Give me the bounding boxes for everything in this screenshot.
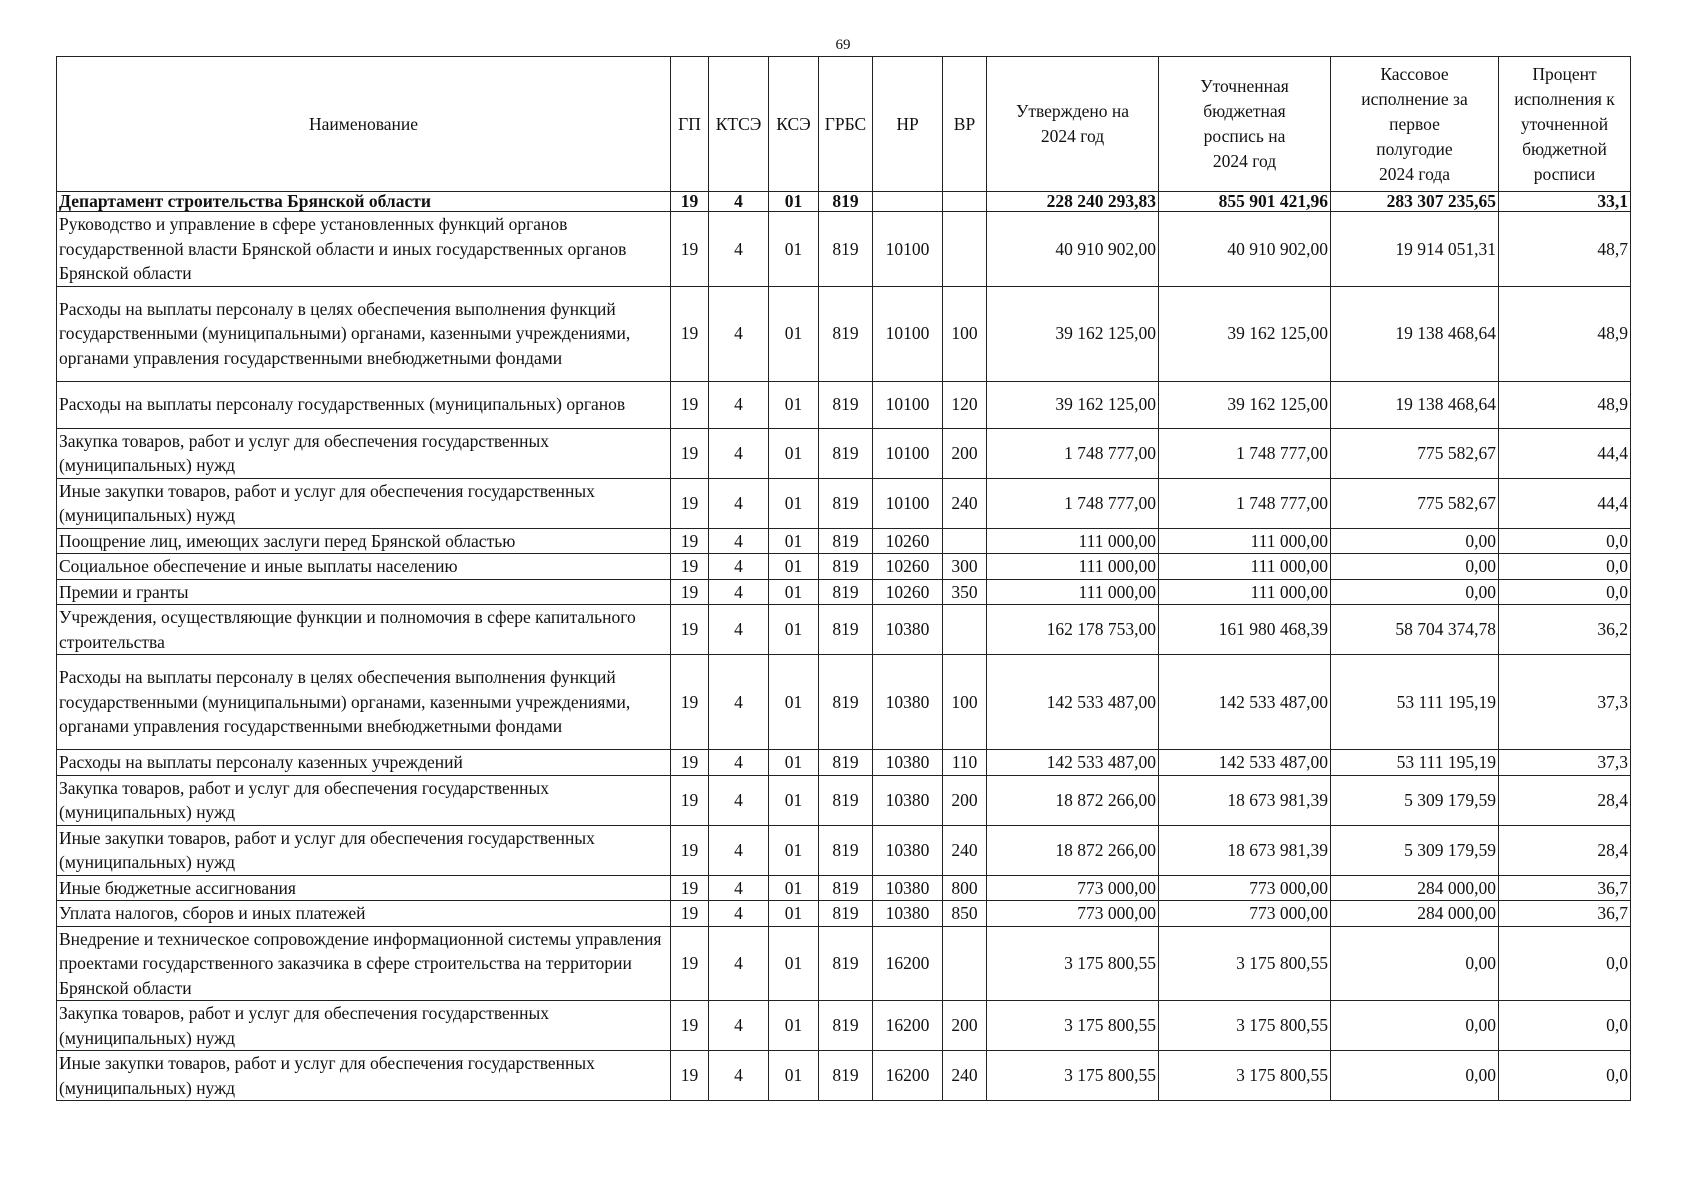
- cell-np: 16200: [873, 926, 943, 1001]
- cell-np: 10380: [873, 825, 943, 875]
- cell-np: 16200: [873, 1051, 943, 1101]
- cell-percent: 0,0: [1499, 579, 1631, 605]
- table-row: [57, 212, 1631, 287]
- cell-percent: 37,3: [1499, 655, 1631, 750]
- cell-grbs: 819: [819, 825, 873, 875]
- cell-name: Закупка товаров, работ и услуг для обеспечения государственных (муниципальных) нужд: [57, 428, 671, 478]
- cell-np: 10380: [873, 750, 943, 776]
- table-row: [57, 825, 1631, 875]
- cell-kse: 01: [769, 655, 819, 750]
- cell-name: Закупка товаров, работ и услуг для обеспечения государственных (муниципальных) нужд: [57, 1001, 671, 1051]
- cell-cash: 283 307 235,65: [1331, 192, 1499, 212]
- cell-vr: 200: [943, 428, 987, 478]
- cell-refined: 3 175 800,55: [1159, 1001, 1331, 1051]
- cell-vr: 240: [943, 825, 987, 875]
- cell-refined: 39 162 125,00: [1159, 286, 1331, 381]
- cell-refined: 3 175 800,55: [1159, 926, 1331, 1001]
- cell-approved: 3 175 800,55: [987, 926, 1159, 1001]
- cell-vr: 110: [943, 750, 987, 776]
- table-row: [57, 478, 1631, 528]
- cell-percent: 0,0: [1499, 926, 1631, 1001]
- cell-name: Внедрение и техническое сопровождение информационной системы управления проектами государственного заказчика в сфере строительства на территории Брянской области: [57, 926, 671, 1001]
- cell-gp: 19: [671, 1051, 709, 1101]
- cell-gp: 19: [671, 655, 709, 750]
- cell-percent: 36,7: [1499, 875, 1631, 901]
- cell-approved: 111 000,00: [987, 554, 1159, 580]
- cell-percent: 0,0: [1499, 554, 1631, 580]
- cell-vr: [943, 926, 987, 1001]
- table-row: [57, 192, 1631, 212]
- cell-grbs: 819: [819, 428, 873, 478]
- cell-vr: 240: [943, 478, 987, 528]
- cell-cash: 58 704 374,78: [1331, 605, 1499, 655]
- cell-ktse: 4: [709, 605, 769, 655]
- cell-refined: 855 901 421,96: [1159, 192, 1331, 212]
- cell-vr: 240: [943, 1051, 987, 1101]
- cell-grbs: 819: [819, 1001, 873, 1051]
- cell-gp: 19: [671, 901, 709, 927]
- cell-refined: 142 533 487,00: [1159, 750, 1331, 776]
- cell-cash: 19 138 468,64: [1331, 381, 1499, 428]
- cell-ktse: 4: [709, 528, 769, 554]
- cell-vr: 350: [943, 579, 987, 605]
- cell-name: Расходы на выплаты персоналу государственных (муниципальных) органов: [57, 381, 671, 428]
- header-percent: Процент исполнения к уточненной бюджетной росписи: [1499, 57, 1631, 192]
- cell-gp: 19: [671, 381, 709, 428]
- cell-vr: 200: [943, 775, 987, 825]
- cell-cash: 775 582,67: [1331, 428, 1499, 478]
- cell-approved: 1 748 777,00: [987, 428, 1159, 478]
- cell-name: Расходы на выплаты персоналу казенных учреждений: [57, 750, 671, 776]
- cell-ktse: 4: [709, 286, 769, 381]
- cell-kse: 01: [769, 775, 819, 825]
- cell-gp: 19: [671, 1001, 709, 1051]
- table-row: [57, 901, 1631, 927]
- cell-approved: 142 533 487,00: [987, 655, 1159, 750]
- cell-approved: 228 240 293,83: [987, 192, 1159, 212]
- cell-cash: 0,00: [1331, 554, 1499, 580]
- table-body: [57, 192, 1631, 1101]
- cell-cash: 0,00: [1331, 1051, 1499, 1101]
- cell-grbs: 819: [819, 579, 873, 605]
- cell-cash: 0,00: [1331, 528, 1499, 554]
- cell-approved: 3 175 800,55: [987, 1001, 1159, 1051]
- cell-np: 10260: [873, 554, 943, 580]
- cell-vr: [943, 528, 987, 554]
- table-row: [57, 926, 1631, 1001]
- table-row: [57, 655, 1631, 750]
- cell-grbs: 819: [819, 212, 873, 287]
- cell-kse: 01: [769, 1051, 819, 1101]
- cell-grbs: 819: [819, 655, 873, 750]
- cell-percent: 48,9: [1499, 286, 1631, 381]
- cell-gp: 19: [671, 554, 709, 580]
- cell-refined: 18 673 981,39: [1159, 825, 1331, 875]
- cell-name: Расходы на выплаты персоналу в целях обеспечения выполнения функций государственными (муниципальными) органами, казенными учреждениями, органами управления государственными внебюджетными фондами: [57, 286, 671, 381]
- cell-percent: 0,0: [1499, 1001, 1631, 1051]
- cell-gp: 19: [671, 478, 709, 528]
- table-row: [57, 528, 1631, 554]
- cell-approved: 40 910 902,00: [987, 212, 1159, 287]
- cell-np: 10100: [873, 286, 943, 381]
- cell-kse: 01: [769, 286, 819, 381]
- cell-name: Руководство и управление в сфере установленных функций органов государственной власти Брянской области и иных государственных органов Брянской области: [57, 212, 671, 287]
- table-row: [57, 554, 1631, 580]
- cell-kse: 01: [769, 554, 819, 580]
- cell-ktse: 4: [709, 554, 769, 580]
- cell-vr: 800: [943, 875, 987, 901]
- cell-grbs: 819: [819, 605, 873, 655]
- cell-percent: 36,7: [1499, 901, 1631, 927]
- table-row: [57, 875, 1631, 901]
- cell-percent: 44,4: [1499, 478, 1631, 528]
- cell-cash: 0,00: [1331, 926, 1499, 1001]
- cell-gp: 19: [671, 428, 709, 478]
- page-number: 69: [835, 37, 851, 53]
- table-row: [57, 605, 1631, 655]
- cell-ktse: 4: [709, 875, 769, 901]
- cell-approved: 142 533 487,00: [987, 750, 1159, 776]
- header-vr: ВР: [943, 57, 987, 192]
- cell-kse: 01: [769, 901, 819, 927]
- cell-cash: 5 309 179,59: [1331, 825, 1499, 875]
- cell-percent: 48,9: [1499, 381, 1631, 428]
- cell-vr: 100: [943, 286, 987, 381]
- cell-approved: 39 162 125,00: [987, 286, 1159, 381]
- cell-refined: 111 000,00: [1159, 579, 1331, 605]
- cell-ktse: 4: [709, 901, 769, 927]
- cell-cash: 19 138 468,64: [1331, 286, 1499, 381]
- cell-kse: 01: [769, 381, 819, 428]
- header-np: НР: [873, 57, 943, 192]
- cell-name: Иные закупки товаров, работ и услуг для обеспечения государственных (муниципальных) нужд: [57, 1051, 671, 1101]
- cell-np: 10260: [873, 579, 943, 605]
- cell-percent: 37,3: [1499, 750, 1631, 776]
- table-row: [57, 750, 1631, 776]
- cell-name: Иные закупки товаров, работ и услуг для обеспечения государственных (муниципальных) нужд: [57, 478, 671, 528]
- cell-gp: 19: [671, 528, 709, 554]
- cell-vr: [943, 192, 987, 212]
- cell-cash: 53 111 195,19: [1331, 655, 1499, 750]
- cell-grbs: 819: [819, 926, 873, 1001]
- cell-grbs: 819: [819, 286, 873, 381]
- cell-approved: 773 000,00: [987, 901, 1159, 927]
- cell-cash: 775 582,67: [1331, 478, 1499, 528]
- cell-refined: 39 162 125,00: [1159, 381, 1331, 428]
- cell-ktse: 4: [709, 192, 769, 212]
- cell-refined: 111 000,00: [1159, 528, 1331, 554]
- cell-np: 16200: [873, 1001, 943, 1051]
- table-row: [57, 775, 1631, 825]
- cell-ktse: 4: [709, 926, 769, 1001]
- cell-np: 10380: [873, 605, 943, 655]
- cell-kse: 01: [769, 212, 819, 287]
- cell-percent: 33,1: [1499, 192, 1631, 212]
- cell-vr: [943, 212, 987, 287]
- cell-kse: 01: [769, 1001, 819, 1051]
- cell-refined: 3 175 800,55: [1159, 1051, 1331, 1101]
- budget-execution-table: [56, 56, 1631, 1101]
- cell-ktse: 4: [709, 750, 769, 776]
- cell-vr: 120: [943, 381, 987, 428]
- cell-np: 10100: [873, 212, 943, 287]
- header-name: Наименование: [57, 57, 671, 192]
- header-grbs: ГРБС: [819, 57, 873, 192]
- cell-grbs: 819: [819, 1051, 873, 1101]
- cell-kse: 01: [769, 875, 819, 901]
- cell-ktse: 4: [709, 478, 769, 528]
- cell-percent: 48,7: [1499, 212, 1631, 287]
- cell-refined: 142 533 487,00: [1159, 655, 1331, 750]
- cell-percent: 28,4: [1499, 825, 1631, 875]
- cell-gp: 19: [671, 750, 709, 776]
- header-approved: Утверждено на 2024 год: [987, 57, 1159, 192]
- cell-ktse: 4: [709, 1001, 769, 1051]
- cell-np: 10100: [873, 478, 943, 528]
- cell-approved: 111 000,00: [987, 528, 1159, 554]
- table-row: [57, 579, 1631, 605]
- cell-cash: 0,00: [1331, 579, 1499, 605]
- cell-gp: 19: [671, 192, 709, 212]
- header-cash: Кассовое исполнение за первое полугодие 2024 года: [1331, 57, 1499, 192]
- cell-name: Иные закупки товаров, работ и услуг для обеспечения государственных (муниципальных) нужд: [57, 825, 671, 875]
- cell-grbs: 819: [819, 381, 873, 428]
- cell-kse: 01: [769, 825, 819, 875]
- cell-vr: 200: [943, 1001, 987, 1051]
- cell-np: 10260: [873, 528, 943, 554]
- header-gp: ГП: [671, 57, 709, 192]
- cell-name: Иные бюджетные ассигнования: [57, 875, 671, 901]
- cell-grbs: 819: [819, 478, 873, 528]
- cell-grbs: 819: [819, 775, 873, 825]
- cell-grbs: 819: [819, 901, 873, 927]
- cell-percent: 0,0: [1499, 1051, 1631, 1101]
- cell-np: 10380: [873, 775, 943, 825]
- cell-cash: 284 000,00: [1331, 875, 1499, 901]
- cell-refined: 773 000,00: [1159, 901, 1331, 927]
- cell-kse: 01: [769, 926, 819, 1001]
- table-row: [57, 286, 1631, 381]
- cell-cash: 53 111 195,19: [1331, 750, 1499, 776]
- cell-np: 10380: [873, 655, 943, 750]
- cell-grbs: 819: [819, 192, 873, 212]
- cell-vr: [943, 605, 987, 655]
- header-kse: КСЭ: [769, 57, 819, 192]
- table-row: [57, 381, 1631, 428]
- cell-name: Закупка товаров, работ и услуг для обеспечения государственных (муниципальных) нужд: [57, 775, 671, 825]
- cell-approved: 773 000,00: [987, 875, 1159, 901]
- cell-grbs: 819: [819, 875, 873, 901]
- cell-approved: 111 000,00: [987, 579, 1159, 605]
- cell-vr: 100: [943, 655, 987, 750]
- header-ktse: КТСЭ: [709, 57, 769, 192]
- cell-ktse: 4: [709, 1051, 769, 1101]
- cell-np: [873, 192, 943, 212]
- cell-approved: 1 748 777,00: [987, 478, 1159, 528]
- cell-name: Премии и гранты: [57, 579, 671, 605]
- cell-percent: 28,4: [1499, 775, 1631, 825]
- cell-ktse: 4: [709, 775, 769, 825]
- cell-percent: 0,0: [1499, 528, 1631, 554]
- table-row: [57, 1051, 1631, 1101]
- cell-name: Департамент строительства Брянской области: [57, 192, 671, 212]
- cell-refined: 40 910 902,00: [1159, 212, 1331, 287]
- cell-kse: 01: [769, 192, 819, 212]
- cell-percent: 36,2: [1499, 605, 1631, 655]
- cell-gp: 19: [671, 825, 709, 875]
- cell-name: Социальное обеспечение и иные выплаты населению: [57, 554, 671, 580]
- header-refined: Уточненная бюджетная роспись на 2024 год: [1159, 57, 1331, 192]
- cell-refined: 1 748 777,00: [1159, 428, 1331, 478]
- cell-np: 10100: [873, 381, 943, 428]
- cell-grbs: 819: [819, 554, 873, 580]
- cell-gp: 19: [671, 875, 709, 901]
- cell-gp: 19: [671, 212, 709, 287]
- cell-kse: 01: [769, 605, 819, 655]
- cell-np: 10380: [873, 901, 943, 927]
- cell-gp: 19: [671, 775, 709, 825]
- cell-cash: 5 309 179,59: [1331, 775, 1499, 825]
- cell-grbs: 819: [819, 750, 873, 776]
- cell-approved: 18 872 266,00: [987, 775, 1159, 825]
- cell-refined: 773 000,00: [1159, 875, 1331, 901]
- cell-vr: 300: [943, 554, 987, 580]
- cell-approved: 3 175 800,55: [987, 1051, 1159, 1101]
- cell-approved: 39 162 125,00: [987, 381, 1159, 428]
- cell-np: 10380: [873, 875, 943, 901]
- cell-gp: 19: [671, 926, 709, 1001]
- cell-ktse: 4: [709, 212, 769, 287]
- cell-ktse: 4: [709, 655, 769, 750]
- cell-grbs: 819: [819, 528, 873, 554]
- cell-gp: 19: [671, 605, 709, 655]
- cell-vr: 850: [943, 901, 987, 927]
- cell-kse: 01: [769, 750, 819, 776]
- cell-name: Учреждения, осуществляющие функции и полномочия в сфере капитального строительства: [57, 605, 671, 655]
- cell-ktse: 4: [709, 579, 769, 605]
- cell-cash: 284 000,00: [1331, 901, 1499, 927]
- cell-kse: 01: [769, 579, 819, 605]
- cell-refined: 161 980 468,39: [1159, 605, 1331, 655]
- cell-cash: 0,00: [1331, 1001, 1499, 1051]
- cell-gp: 19: [671, 579, 709, 605]
- table-row: [57, 428, 1631, 478]
- cell-approved: 162 178 753,00: [987, 605, 1159, 655]
- cell-name: Уплата налогов, сборов и иных платежей: [57, 901, 671, 927]
- cell-percent: 44,4: [1499, 428, 1631, 478]
- header-row: [57, 57, 1631, 192]
- cell-name: Поощрение лиц, имеющих заслуги перед Брянской областью: [57, 528, 671, 554]
- cell-approved: 18 872 266,00: [987, 825, 1159, 875]
- cell-np: 10100: [873, 428, 943, 478]
- cell-kse: 01: [769, 528, 819, 554]
- cell-ktse: 4: [709, 825, 769, 875]
- cell-refined: 18 673 981,39: [1159, 775, 1331, 825]
- cell-ktse: 4: [709, 428, 769, 478]
- cell-ktse: 4: [709, 381, 769, 428]
- cell-name: Расходы на выплаты персоналу в целях обеспечения выполнения функций государственными (муниципальными) органами, казенными учреждениями, органами управления государственными внебюджетными фондами: [57, 655, 671, 750]
- cell-refined: 111 000,00: [1159, 554, 1331, 580]
- cell-gp: 19: [671, 286, 709, 381]
- cell-kse: 01: [769, 478, 819, 528]
- cell-cash: 19 914 051,31: [1331, 212, 1499, 287]
- cell-refined: 1 748 777,00: [1159, 478, 1331, 528]
- cell-kse: 01: [769, 428, 819, 478]
- table-row: [57, 1001, 1631, 1051]
